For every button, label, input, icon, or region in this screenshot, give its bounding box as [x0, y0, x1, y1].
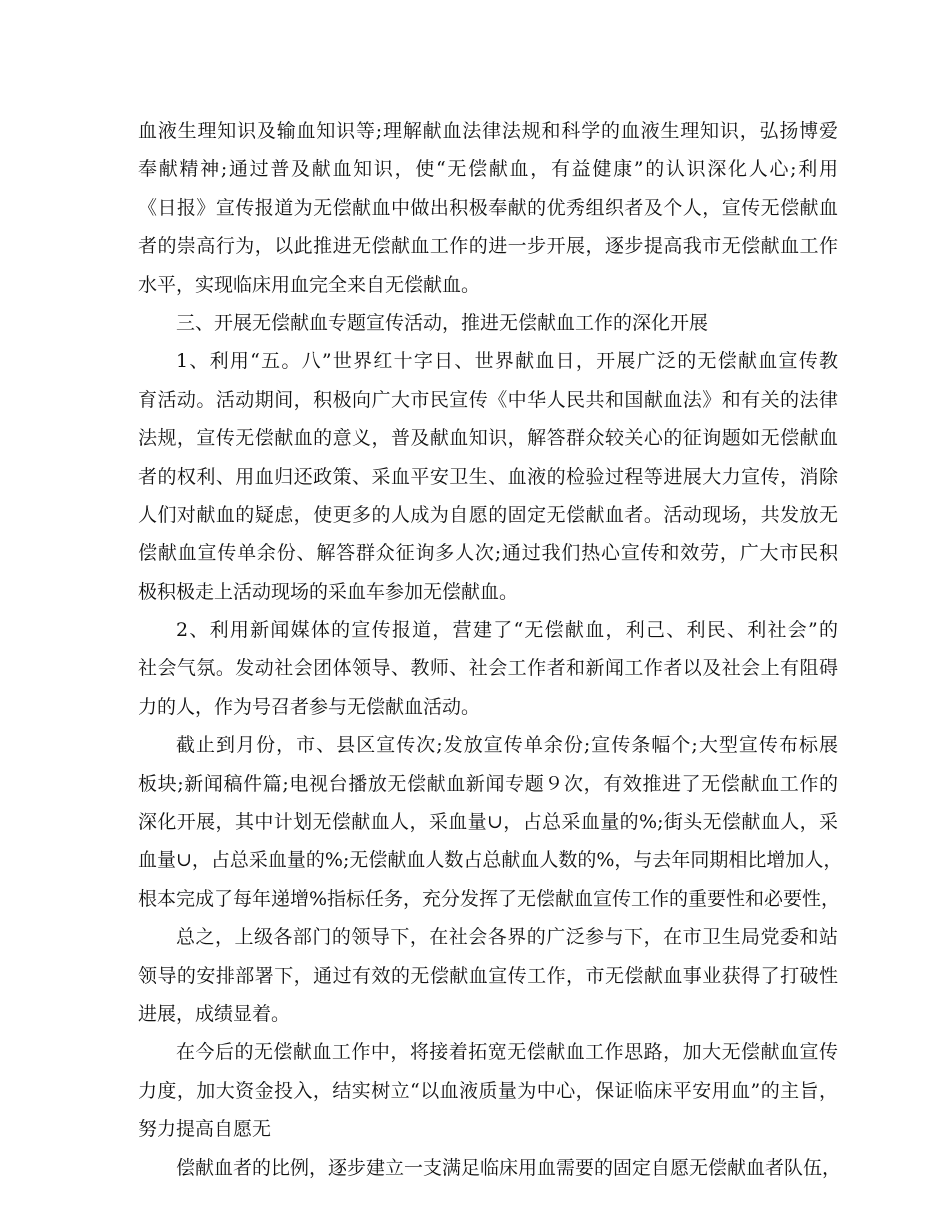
text-line: 深化开展，其中计划无偿献血人，采血量∪，占总采血量的%;街头无偿献血人，采 [138, 811, 838, 834]
text-line: 血液生理知识及输血知识等;理解献血法律法规和科学的血液生理知识，弘扬博爱 [138, 120, 838, 142]
text-line: 极积极走上活动现场的采血车参加无偿献血。 [138, 580, 519, 603]
text-line: 2、利用新闻媒体的宣传报道，营建了“无偿献血，利己、利民、利社会”的 [176, 619, 838, 642]
text-line: 努力提高自愿无 [138, 1118, 272, 1141]
text-line: 领导的安排部署下，通过有效的无偿献血宣传工作，市无偿献血事业获得了打破性 [138, 964, 838, 987]
document-body [138, 116, 843, 1191]
text-line: 1、利用“五。八”世界红十字日、世界献血日，开展广泛的无偿献血宣传教 [176, 350, 838, 373]
text-line: 社会气氛。发动社会团体领导、教师、社会工作者和新闻工作者以及社会上有阻碍 [138, 657, 838, 680]
text-line: 截止到月份，市、县区宣传次;发放宣传单余份;宣传条幅个;大型宣传布标展 [176, 734, 838, 757]
text-line: 进展，成绩显着。 [138, 1002, 291, 1025]
text-line: 人们对献血的疑虑，使更多的人成为自愿的固定无偿献血者。活动现场，共发放无 [138, 503, 838, 526]
text-line: 者的崇高行为，以此推进无偿献血工作的进一步开展，逐步提高我市无偿献血工作 [138, 235, 838, 258]
text-line: 水平，实现临床用血完全来自无偿献血。 [138, 273, 481, 296]
text-line: 力度，加大资金投入，结实树立“以血液质量为中心，保证临床平安用血”的主旨， [138, 1079, 838, 1102]
text-line: 《日报》宣传报道为无偿献血中做出积极奉献的优秀组织者及个人，宣传无偿献血 [138, 196, 838, 219]
text-line: 根本完成了每年递增%指标任务，充分发挥了无偿献血宣传工作的重要性和必要性， [138, 887, 841, 910]
text-line: 偿献血宣传单余份、解答群众征询多人次;通过我们热心宣传和效劳，广大市民积 [138, 542, 838, 565]
text-line: 偿献血者的比例，逐步建立一支满足临床用血需要的固定自愿无偿献血者队伍， [176, 1156, 842, 1179]
text-line: 总之，上级各部门的领导下，在社会各界的广泛参与下，在市卫生局党委和站 [176, 926, 838, 949]
text-line: 板块;新闻稿件篇;电视台播放无偿献血新闻专题９次，有效推进了无偿献血工作的 [138, 772, 838, 795]
text-line: 者的权利、用血归还政策、采血平安卫生、血液的检验过程等进展大力宣传，消除 [138, 465, 838, 488]
text-line: 在今后的无偿献血工作中，将接着拓宽无偿献血工作思路，加大无偿献血宣传 [176, 1041, 838, 1064]
text-line: 力的人，作为号召者参与无偿献血活动。 [138, 695, 481, 718]
text-line: 育活动。活动期间，积极向广大市民宣传《中华人民共和国献血法》和有关的法律 [138, 388, 838, 411]
text-line: 奉献精神;通过普及献血知识，使“无偿献血，有益健康”的认识深化人心;利用 [138, 158, 838, 181]
text-line: 法规，宣传无偿献血的意义，普及献血知识，解答群众较关心的征询题如无偿献血 [138, 427, 838, 450]
text-line: 血量∪，占总采血量的%;无偿献血人数占总献血人数的%，与去年同期相比增加人， [138, 849, 843, 872]
text-line: 三、开展无偿献血专题宣传活动，推进无偿献血工作的深化开展 [176, 311, 709, 334]
